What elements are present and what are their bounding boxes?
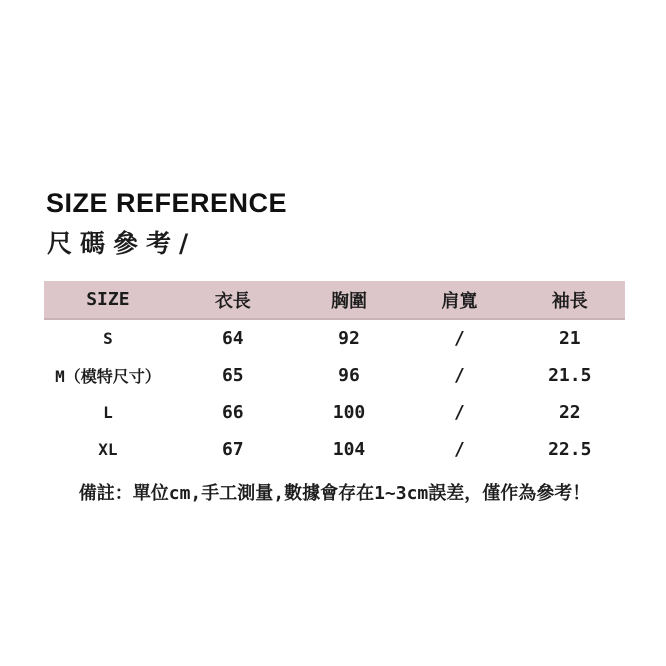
cell-sleeve-length: 21 [558, 328, 581, 349]
cell-bust: 92 [338, 328, 360, 349]
column-header-sleeve-length: 袖長 [515, 281, 625, 319]
cell-shoulder-width: / [453, 365, 465, 386]
cell-garment-length: 64 [221, 328, 244, 349]
cell-size-label: L [103, 403, 113, 422]
cell-sleeve-length: 22 [558, 402, 581, 423]
cell-shoulder-width: / [453, 402, 465, 423]
cell-shoulder-width: / [453, 439, 465, 460]
page-subtitle-zh: 尺碼參考/ [47, 229, 197, 258]
page-title: SIZE REFERENCE [46, 188, 288, 218]
column-header-size: SIZE [44, 281, 172, 319]
cell-bust: 96 [338, 365, 360, 386]
cell-size-label: M（模特尺寸） [55, 367, 161, 386]
cell-garment-length: 67 [221, 439, 244, 460]
column-header-bust: 胸圍 [294, 281, 404, 319]
table-row-l [44, 394, 625, 431]
cell-garment-length: 65 [221, 365, 244, 386]
cell-bust: 100 [332, 402, 366, 423]
cell-sleeve-length: 22.5 [548, 439, 592, 460]
cell-size-label: XL [98, 440, 118, 459]
table-row-s [44, 319, 625, 357]
measurement-note: 備註：單位cm,手工測量,數據會存在1~3cm誤差，僅作為參考！ [78, 483, 591, 504]
column-header-garment-length: 衣長 [172, 281, 294, 319]
cell-bust: 104 [332, 439, 366, 460]
table-header-row [44, 281, 625, 319]
cell-shoulder-width: / [453, 328, 465, 349]
table-row-xl [44, 431, 625, 468]
cell-sleeve-length: 21.5 [548, 365, 592, 386]
table-row-m [44, 357, 625, 394]
size-reference-table [44, 281, 625, 468]
column-header-shoulder-width: 肩寬 [404, 281, 514, 319]
cell-garment-length: 66 [221, 402, 244, 423]
cell-size-label: S [103, 329, 113, 348]
